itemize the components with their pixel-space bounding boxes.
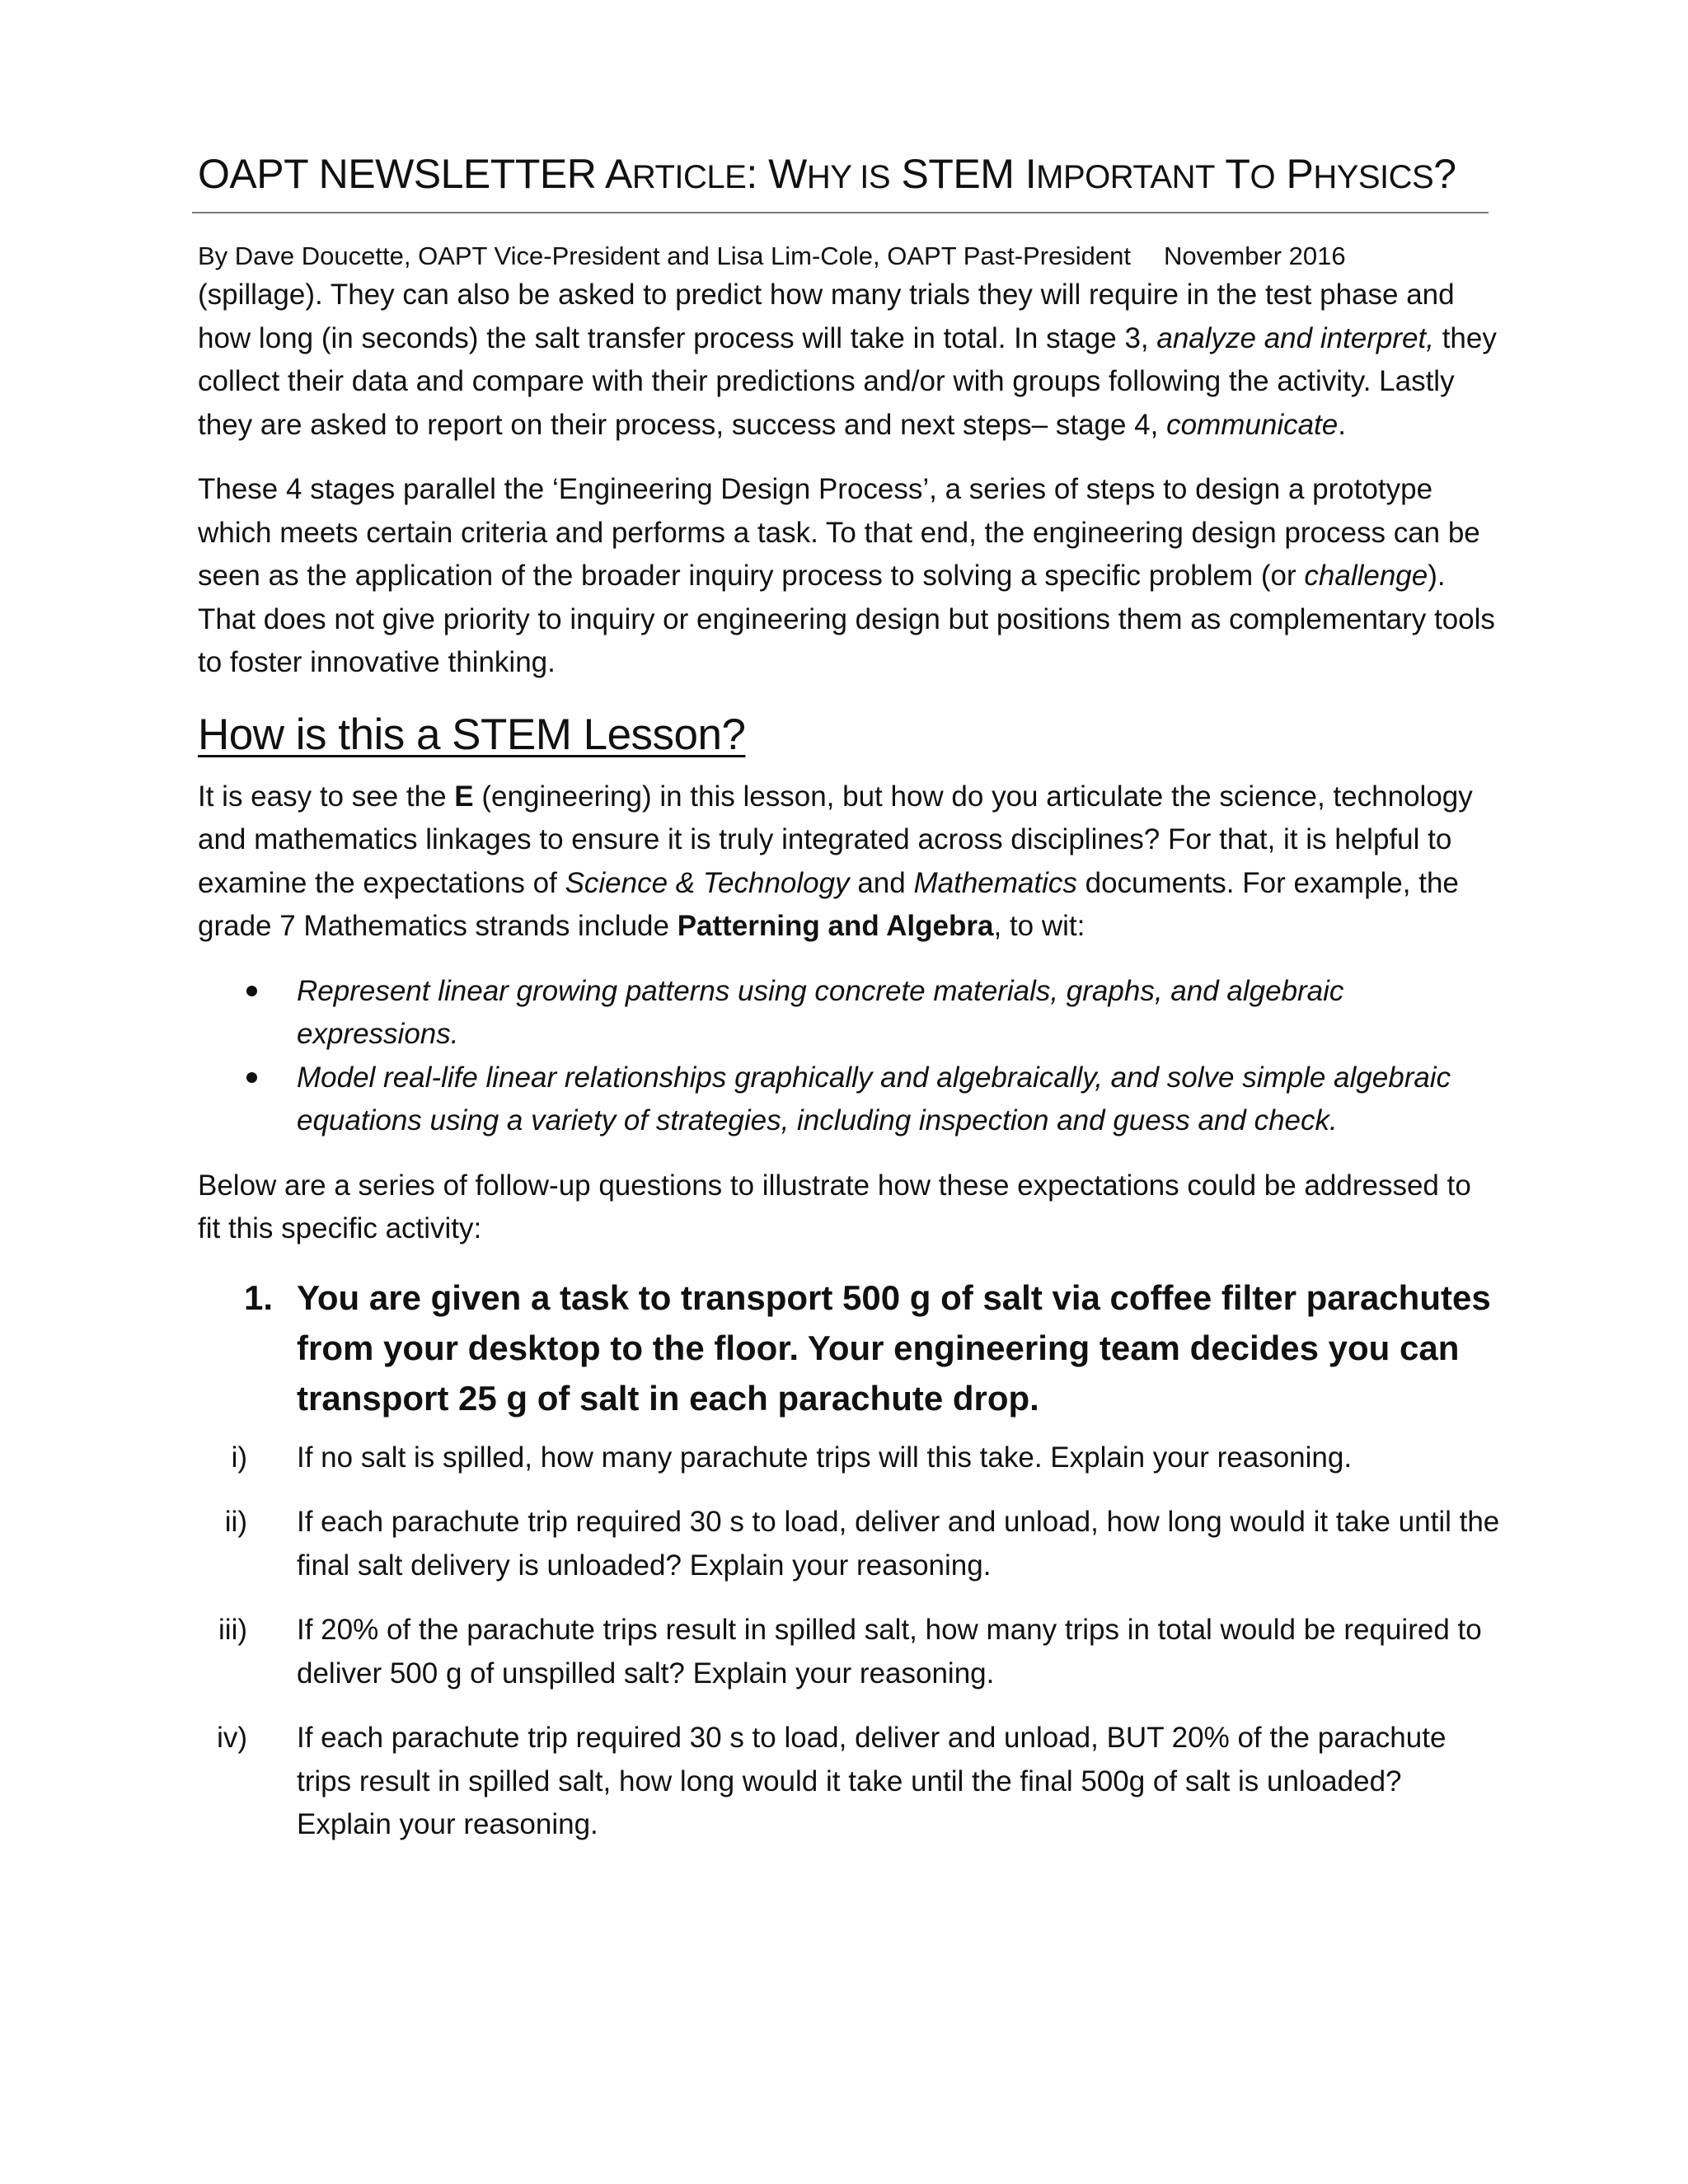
title-part: MPORTANT bbox=[1036, 159, 1215, 195]
section-heading: How is this a STEM Lesson? bbox=[198, 710, 746, 759]
title-part: ? bbox=[1433, 151, 1456, 197]
byline-date: November 2016 bbox=[1164, 241, 1346, 270]
title-part: HYSICS bbox=[1313, 159, 1434, 195]
title-divider bbox=[192, 212, 1489, 213]
text-run: (engineering) in this lesson, but how do you articulate the science, technology and mathematics linkages to ensure it is truly integrated across disciplines? For that, it is helpful to examine the expectations of bbox=[198, 780, 1473, 899]
task-statement bbox=[198, 1272, 1500, 1423]
question-numeral: ii) bbox=[224, 1506, 247, 1538]
task-number: 1. bbox=[244, 1277, 274, 1317]
section-paragraph-1 bbox=[198, 776, 1500, 949]
byline bbox=[198, 237, 1500, 275]
article-body bbox=[198, 274, 1500, 1868]
question-text: If each parachute trip required 30 s to load, deliver and unload, how long would it take until the final salt delivery is unloaded? Explain your reasoning. bbox=[297, 1506, 1500, 1582]
byline-authors: By Dave Doucette, OAPT Vice-President and Lisa Lim-Cole, OAPT Past-President bbox=[198, 241, 1132, 270]
bullet-icon bbox=[246, 1072, 257, 1083]
intro-paragraph-1 bbox=[198, 274, 1500, 447]
emphasis-text: Mathematics bbox=[913, 866, 1077, 899]
question-numeral: iii) bbox=[218, 1614, 247, 1646]
question-text: If 20% of the parachute trips result in spilled salt, how many trips in total would be required to deliver 500 g of unspilled salt? Explain your reasoning. bbox=[297, 1614, 1482, 1690]
emphasis-text: analyze and interpret, bbox=[1156, 321, 1434, 354]
bullet-icon bbox=[246, 986, 257, 996]
bold-text: E bbox=[454, 780, 474, 813]
question-text: If no salt is spilled, how many parachute trips will this take. Explain your reasoning. bbox=[297, 1441, 1353, 1474]
list-item bbox=[198, 1057, 1500, 1143]
list-item bbox=[198, 970, 1500, 1057]
bold-text: Patterning and Algebra bbox=[677, 910, 994, 942]
question-numeral: i) bbox=[231, 1441, 247, 1474]
list-item-text: Model real-life linear relationships graphically and algebraically, and solve simple algebraic equations using a variety of strategies, including inspection and guess and check. bbox=[297, 1061, 1451, 1137]
text-run: and bbox=[849, 866, 914, 899]
emphasis-text: communicate bbox=[1166, 408, 1339, 441]
question-text: If each parachute trip required 30 s to load, deliver and unload, BUT 20% of the parachute trips result in spilled salt, how long would it take until the final 500g of salt is unloaded? Explain your reasoning. bbox=[297, 1722, 1447, 1840]
task-text: You are given a task to transport 500 g of salt via coffee filter parachutes from your desktop to the floor. Your engineering team decides you can transport 25 g of salt in each parachute drop. bbox=[297, 1277, 1491, 1418]
section-paragraph-2: Below are a series of follow-up questions to illustrate how these expectations could be addressed to fit this specific activity: bbox=[198, 1169, 1471, 1244]
text-run: ). That does not give priority to inquiry or engineering design but positions them as complementary tools to foster innovative thinking. bbox=[198, 560, 1495, 678]
intro-paragraph-2 bbox=[198, 468, 1500, 685]
text-run: These 4 stages parallel the ‘Engineering Design Process’, a series of steps to design a prototype which meets certain criteria and performs a task. To that end, the engineering design process can be seen as the application of the broader inquiry process to solving a specific problem (or bbox=[198, 473, 1480, 592]
title-part: : W bbox=[746, 151, 807, 197]
list-item-text: Represent linear growing patterns using concrete materials, graphs, and algebraic expressions. bbox=[297, 974, 1344, 1050]
text-run: (spillage). They can also be asked to predict how many trials they will require in the test phase and how long (in seconds) the salt transfer process will take in total. In stage 3, bbox=[198, 279, 1455, 354]
title-part: O bbox=[1250, 159, 1276, 195]
text-run: . bbox=[1338, 408, 1346, 441]
question-item bbox=[198, 1609, 1500, 1695]
text-run: It is easy to see the bbox=[198, 780, 455, 813]
text-run: , to wit: bbox=[993, 910, 1085, 942]
article-title bbox=[198, 147, 1484, 204]
title-part: RTICLE bbox=[631, 159, 747, 195]
title-part: HY IS bbox=[806, 159, 891, 195]
expectations-list bbox=[198, 970, 1500, 1143]
question-item bbox=[198, 1436, 1500, 1480]
emphasis-text: challenge bbox=[1304, 560, 1428, 592]
title-part: P bbox=[1275, 151, 1314, 197]
text-run: they collect their data and compare with their predictions and/or with groups following the activity. Lastly they are asked to report on their process, success and next steps– stage 4, bbox=[198, 321, 1497, 441]
title-part: OAPT NEWSLETTER A bbox=[198, 151, 632, 197]
question-item bbox=[198, 1717, 1500, 1847]
title-part: T bbox=[1214, 151, 1250, 197]
emphasis-text: Science & Technology bbox=[565, 866, 850, 899]
title-part: STEM I bbox=[890, 151, 1037, 197]
question-item bbox=[198, 1501, 1500, 1587]
question-numeral: iv) bbox=[217, 1722, 247, 1754]
text-run: documents. For example, the grade 7 Mathematics strands include bbox=[198, 866, 1459, 942]
